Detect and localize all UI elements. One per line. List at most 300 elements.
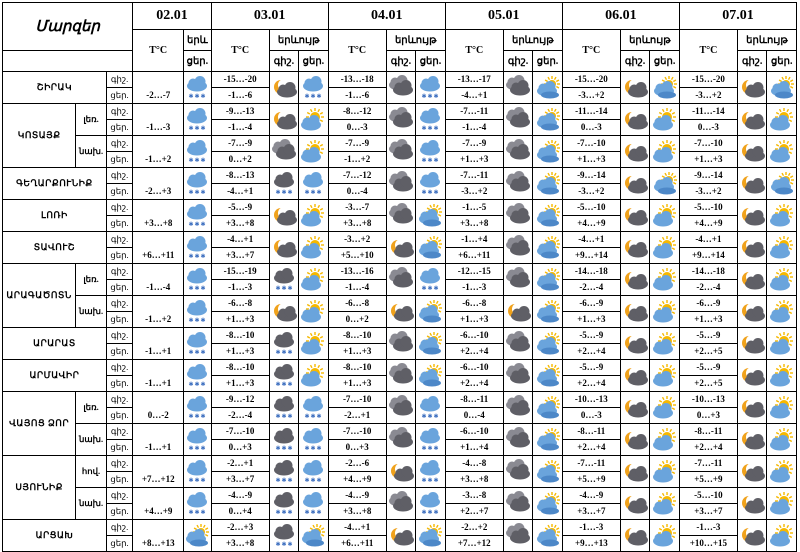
snow-icon [416, 488, 446, 520]
day-temp: +3…+8 [445, 216, 503, 232]
svg-text:✱: ✱ [188, 413, 194, 420]
svg-text:✱: ✱ [188, 445, 194, 452]
partly-sun-icon [533, 392, 563, 424]
day-temp: +1…+3 [328, 376, 386, 392]
day-label: ցեր. [106, 120, 132, 136]
moon-icon [269, 72, 299, 104]
cloudy-icon [386, 328, 416, 360]
svg-text:✱: ✱ [433, 445, 439, 452]
cloudy-icon [503, 424, 533, 456]
region-name: ԿՈՏԱՅՔ [3, 104, 76, 168]
moon-icon [269, 232, 299, 264]
table-row [3, 520, 797, 536]
snow-icon [416, 264, 446, 296]
subregion-label: նախ. [76, 296, 107, 328]
svg-text:✱: ✱ [427, 189, 433, 196]
night-temp: -1…+2 [133, 136, 184, 168]
moon-icon [620, 488, 650, 520]
night-temp: -3…+2 [328, 232, 386, 248]
cloudy-icon [386, 360, 416, 392]
region-name: ԱՐՄԱՎԻՐ [3, 360, 107, 392]
svg-text:✱: ✱ [194, 157, 200, 164]
night-column-label: գիշ. [620, 51, 650, 72]
night-temp: -8…-10 [211, 360, 269, 376]
moon-icon [737, 200, 767, 232]
svg-text:✱: ✱ [310, 189, 316, 196]
day-temp: -3…+2 [679, 184, 737, 200]
svg-text:✱: ✱ [188, 189, 194, 196]
sun-cloud-icon [767, 424, 797, 456]
day-header-1: 02.01 [133, 3, 211, 30]
day-temp: -1…-3 [211, 280, 269, 296]
svg-text:✱: ✱ [188, 509, 194, 516]
sun-cloud-icon [767, 264, 797, 296]
night-label: գիշ. [106, 200, 132, 216]
cloudy-icon [386, 264, 416, 296]
svg-text:✱: ✱ [310, 413, 316, 420]
day-temp: -1…-6 [328, 88, 386, 104]
day-temp: +1…+3 [679, 312, 737, 328]
cloudy-icon [503, 232, 533, 264]
night-label: գիշ. [106, 424, 132, 440]
night-temp: -7…-10 [211, 424, 269, 440]
snowcloud-icon [269, 328, 299, 360]
night-temp: 0…-2 [133, 392, 184, 424]
svg-text:✱: ✱ [427, 445, 433, 452]
svg-text:✱: ✱ [304, 445, 310, 452]
day-temp: -3…+2 [562, 184, 620, 200]
svg-text:✱: ✱ [188, 381, 194, 388]
day-temp: -1…-4 [328, 280, 386, 296]
moon-icon [620, 232, 650, 264]
night-temp: -4…-9 [562, 488, 620, 504]
night-temp: +3…+8 [133, 200, 184, 232]
night-temp: -11…-14 [679, 104, 737, 120]
day-temp: -4…+1 [211, 184, 269, 200]
night-temp: -4…+1 [211, 232, 269, 248]
moon-icon [737, 168, 767, 200]
subregion-label: լեռ. [76, 104, 107, 136]
snow-icon [416, 104, 446, 136]
night-temp: -14…-18 [679, 264, 737, 280]
sun-cloud-icon [650, 264, 680, 296]
day-temp: -1…-4 [211, 120, 269, 136]
svg-text:✱: ✱ [433, 125, 439, 132]
table-row [3, 264, 797, 280]
cloudy-icon [386, 136, 416, 168]
svg-text:✱: ✱ [188, 125, 194, 132]
night-temp: -6…-10 [445, 360, 503, 376]
sun-cloud-icon [767, 104, 797, 136]
night-temp: -6…-9 [562, 296, 620, 312]
partly-sun-icon [533, 264, 563, 296]
moon-icon [620, 136, 650, 168]
day-temp: 0…+3 [328, 440, 386, 456]
night-temp: -7…-11 [562, 456, 620, 472]
night-temp: -8…-10 [211, 328, 269, 344]
sun-cloud-icon [650, 360, 680, 392]
moon-icon [737, 232, 767, 264]
moon-icon [620, 72, 650, 104]
svg-text:✱: ✱ [194, 285, 200, 292]
snow-icon [184, 360, 211, 392]
night-temp: -1…+1 [133, 424, 184, 456]
sun-cloud-icon [299, 360, 329, 392]
night-temp: -7…-9 [328, 136, 386, 152]
table-row [3, 392, 797, 408]
svg-text:✱: ✱ [188, 349, 194, 356]
night-label: գիշ. [106, 72, 132, 88]
day-label: ցեր. [106, 216, 132, 232]
region-name: ԱՐԱԳԱԾՈՏՆ [3, 264, 76, 328]
night-label: գիշ. [106, 264, 132, 280]
day-temp: +1…+3 [211, 376, 269, 392]
weather-header: երևույթ [503, 30, 562, 51]
night-temp: -7…-11 [445, 168, 503, 184]
night-temp: -7…-9 [445, 136, 503, 152]
night-label: գիշ. [106, 296, 132, 312]
svg-text:✱: ✱ [194, 349, 200, 356]
sun-cloud-icon [767, 360, 797, 392]
forecast-table [2, 2, 797, 552]
cloudy-icon [503, 264, 533, 296]
night-temp: -2…-7 [133, 72, 184, 104]
snow-icon [184, 232, 211, 264]
day-temp: +3…+7 [211, 248, 269, 264]
sun-cloud-icon [650, 488, 680, 520]
night-temp: -7…-9 [211, 136, 269, 152]
cloudy-icon [503, 168, 533, 200]
svg-text:✱: ✱ [200, 125, 206, 132]
night-temp: -15…-20 [211, 72, 269, 88]
night-label: գիշ. [106, 328, 132, 344]
svg-text:✱: ✱ [281, 445, 287, 452]
sun-cloud-icon [767, 328, 797, 360]
moon-icon [269, 200, 299, 232]
day-temp: +3…+7 [679, 504, 737, 520]
day-temp: -1…-3 [445, 280, 503, 296]
svg-text:✱: ✱ [427, 285, 433, 292]
night-temp: -1…+2 [133, 296, 184, 328]
svg-text:✱: ✱ [200, 477, 206, 484]
cloudy-icon [386, 392, 416, 424]
day-column-label: ցեր. [533, 51, 563, 72]
svg-text:✱: ✱ [310, 93, 316, 100]
sun-cloud-icon [650, 232, 680, 264]
svg-text:✱: ✱ [427, 93, 433, 100]
night-temp: -2…+3 [211, 520, 269, 536]
day-header-6: 07.01 [679, 3, 796, 30]
day-temp: +3…+7 [211, 472, 269, 488]
moon-icon [620, 168, 650, 200]
svg-text:✱: ✱ [275, 189, 281, 196]
partly-sun-icon [767, 168, 797, 200]
svg-text:✱: ✱ [200, 285, 206, 292]
sun-cloud-icon [299, 328, 329, 360]
day-temp: +4…+9 [679, 216, 737, 232]
day-label: ցեր. [106, 152, 132, 168]
region-name: ԱՐՑԱԽ [3, 520, 107, 552]
svg-text:✱: ✱ [275, 477, 281, 484]
svg-text:✱: ✱ [200, 413, 206, 420]
subregion-label: հով. [76, 456, 107, 488]
day-temp: +1…+3 [211, 344, 269, 360]
table-row [3, 296, 797, 312]
night-temp: +4…+9 [133, 488, 184, 520]
svg-text:✱: ✱ [281, 189, 287, 196]
svg-text:✱: ✱ [421, 509, 427, 516]
sun-cloud-icon [299, 200, 329, 232]
sun-cloud-icon [767, 232, 797, 264]
day-temp: -4…+1 [445, 88, 503, 104]
sun-cloud-icon [650, 456, 680, 488]
day-label: ցեր. [106, 504, 132, 520]
region-name: ԳԵՂԱՐՔՈՒՆԻՔ [3, 168, 107, 200]
moon-icon [620, 296, 650, 328]
subregion-label: նախ. [76, 424, 107, 456]
snow-icon [184, 392, 211, 424]
day-temp: +1…+3 [445, 312, 503, 328]
snowcloud-icon [269, 488, 299, 520]
day-label: ցեր. [106, 408, 132, 424]
svg-text:✱: ✱ [316, 189, 322, 196]
moon-icon [386, 296, 416, 328]
svg-text:✱: ✱ [427, 413, 433, 420]
region-name: ՇԻՐԱԿ [3, 72, 107, 104]
day-temp: +2…+5 [679, 376, 737, 392]
partly-sun-icon [416, 296, 446, 328]
cloudy-icon [503, 104, 533, 136]
table-row [3, 488, 797, 504]
cloudy-icon [386, 168, 416, 200]
night-temp: -1…-3 [679, 520, 737, 536]
day-label: ցեր. [106, 440, 132, 456]
moon-icon [386, 520, 416, 552]
moon-icon [737, 488, 767, 520]
day-temp: -3…+2 [445, 184, 503, 200]
subregion-label: նախ. [76, 488, 107, 520]
partly-sun-icon [533, 200, 563, 232]
day-header-5: 06.01 [562, 3, 679, 30]
svg-text:✱: ✱ [194, 477, 200, 484]
snow-icon [299, 488, 329, 520]
night-temp: -3…-8 [445, 488, 503, 504]
night-temp: -8…-11 [562, 424, 620, 440]
svg-text:✱: ✱ [287, 349, 293, 356]
weather-header: երև [184, 30, 211, 51]
night-column-label: գիշ. [503, 51, 533, 72]
temp-header: T°C [328, 30, 386, 72]
svg-text:✱: ✱ [200, 509, 206, 516]
partly-sun-icon [533, 168, 563, 200]
night-temp: -10…-13 [679, 392, 737, 408]
day-temp: +2…+5 [679, 344, 737, 360]
moon-icon [737, 360, 767, 392]
day-column-label: ցեր. [767, 51, 797, 72]
partly-sun-icon [533, 488, 563, 520]
partly-sun-icon [533, 424, 563, 456]
cloudy-icon [503, 488, 533, 520]
day-temp: -2…-4 [679, 280, 737, 296]
day-temp: 0…-4 [328, 184, 386, 200]
svg-text:✱: ✱ [194, 125, 200, 132]
svg-text:✱: ✱ [194, 509, 200, 516]
day-temp: +9…+13 [562, 536, 620, 552]
moon-icon [620, 200, 650, 232]
svg-text:✱: ✱ [421, 93, 427, 100]
night-temp: -5…-9 [562, 328, 620, 344]
svg-text:✱: ✱ [188, 317, 194, 324]
svg-text:✱: ✱ [433, 189, 439, 196]
temp-header: T°C [562, 30, 620, 72]
table-row [3, 104, 797, 120]
night-temp: -14…-18 [562, 264, 620, 280]
cloudy-icon [503, 200, 533, 232]
night-label: գիշ. [106, 136, 132, 152]
cloudy-icon [386, 488, 416, 520]
night-temp: -6…-8 [211, 296, 269, 312]
partly-sun-icon [533, 296, 563, 328]
night-temp: -6…-10 [445, 424, 503, 440]
night-temp: -5…-10 [679, 200, 737, 216]
moon-icon [737, 520, 767, 552]
day-temp: +4…+9 [562, 216, 620, 232]
moon-icon [737, 264, 767, 296]
night-temp: -9…-12 [211, 392, 269, 408]
svg-text:✱: ✱ [433, 477, 439, 484]
day-temp: 0…+3 [211, 440, 269, 456]
moon-icon [620, 104, 650, 136]
snow-icon [184, 424, 211, 456]
day-temp: +4…+9 [328, 472, 386, 488]
night-temp: -15…-19 [211, 264, 269, 280]
svg-text:✱: ✱ [200, 93, 206, 100]
day-temp: +1…+3 [562, 312, 620, 328]
night-label: գիշ. [106, 392, 132, 408]
moon-icon [737, 296, 767, 328]
day-temp: 0…+4 [211, 504, 269, 520]
svg-text:✱: ✱ [188, 93, 194, 100]
night-temp: -15…-20 [679, 72, 737, 88]
sun-cloud-icon [767, 488, 797, 520]
snow-icon [184, 456, 211, 488]
night-temp: -1…+1 [133, 328, 184, 360]
day-temp: +2…+7 [445, 504, 503, 520]
moon-icon [620, 520, 650, 552]
night-temp: -6…-10 [445, 328, 503, 344]
partly-sun-icon [533, 328, 563, 360]
weather-header: երևույթ [620, 30, 679, 51]
night-temp: -8…-10 [328, 328, 386, 344]
day-temp: +2…+4 [562, 440, 620, 456]
snowcloud-icon [269, 360, 299, 392]
night-temp: -8…-11 [445, 392, 503, 408]
day-temp: -2…-4 [562, 280, 620, 296]
snow-icon [299, 424, 329, 456]
snow-icon [184, 488, 211, 520]
svg-text:✱: ✱ [281, 477, 287, 484]
region-name: ՏԱՎՈՒՇ [3, 232, 107, 264]
cloudy-icon [503, 72, 533, 104]
sun-cloud-icon [767, 200, 797, 232]
svg-text:✱: ✱ [188, 157, 194, 164]
night-temp: -9…-14 [562, 168, 620, 184]
day-temp: -2…+1 [328, 408, 386, 424]
region-column-header: Մարզեր [3, 3, 133, 51]
day-temp: -3…+2 [562, 88, 620, 104]
cloudy-icon [386, 200, 416, 232]
partly-sun-icon [533, 72, 563, 104]
partly-sun-icon [533, 520, 563, 552]
night-temp: -6…-9 [679, 296, 737, 312]
partly-sun-icon [416, 200, 446, 232]
sun-cloud-icon [767, 296, 797, 328]
day-label: ցեր. [106, 248, 132, 264]
sun-cloud-icon [299, 296, 329, 328]
cloudy-icon [503, 520, 533, 552]
svg-text:✱: ✱ [194, 317, 200, 324]
night-temp: -5…-10 [679, 488, 737, 504]
day-temp: +3…+7 [562, 504, 620, 520]
day-temp: +1…+3 [679, 152, 737, 168]
night-temp: -6…-8 [445, 296, 503, 312]
svg-text:✱: ✱ [275, 381, 281, 388]
sun-cloud-icon [650, 136, 680, 168]
moon-icon [737, 424, 767, 456]
svg-text:✱: ✱ [287, 541, 293, 548]
snow-icon [184, 328, 211, 360]
svg-text:✱: ✱ [275, 349, 281, 356]
day-temp: 0…-3 [679, 120, 737, 136]
cloudy-icon [503, 328, 533, 360]
day-temp: +1…+3 [445, 152, 503, 168]
night-temp: -7…-12 [328, 168, 386, 184]
moon-icon [386, 456, 416, 488]
temp-header: T°C [679, 30, 737, 72]
moon-icon [620, 264, 650, 296]
svg-text:✱: ✱ [421, 285, 427, 292]
svg-text:✱: ✱ [421, 157, 427, 164]
night-temp: -12…-15 [445, 264, 503, 280]
day-temp: -1…+2 [328, 152, 386, 168]
night-temp: -1…+1 [133, 360, 184, 392]
weather-header: երևույթ [269, 30, 328, 51]
day-label: ցեր. [106, 88, 132, 104]
day-temp: +9…+14 [679, 248, 737, 264]
day-temp: +7…+12 [445, 536, 503, 552]
day-temp: 0…-4 [445, 408, 503, 424]
night-temp: -4…+1 [679, 232, 737, 248]
moon-icon [503, 296, 533, 328]
svg-text:✱: ✱ [310, 509, 316, 516]
svg-text:✱: ✱ [287, 445, 293, 452]
day-label: ցեր. [106, 344, 132, 360]
svg-text:✱: ✱ [194, 189, 200, 196]
snowcloud-icon [269, 424, 299, 456]
svg-text:✱: ✱ [304, 189, 310, 196]
night-temp: -1…-4 [133, 264, 184, 296]
night-temp: -3…-7 [328, 200, 386, 216]
day-column-label: ցեր. [650, 51, 680, 72]
svg-text:✱: ✱ [316, 509, 322, 516]
day-temp: +5…+9 [562, 472, 620, 488]
night-temp: -4…-9 [211, 488, 269, 504]
moon-icon [269, 296, 299, 328]
snow-icon [416, 136, 446, 168]
snowcloud-icon [269, 264, 299, 296]
sun-cloud-icon [650, 328, 680, 360]
snow-icon [184, 136, 211, 168]
